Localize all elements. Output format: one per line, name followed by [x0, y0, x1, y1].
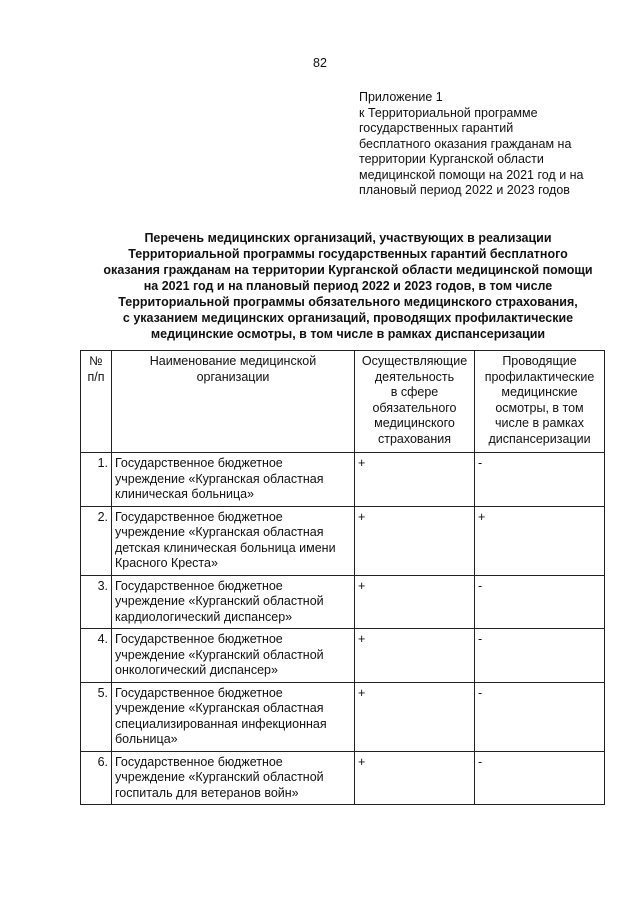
name-line: Государственное бюджетное: [115, 685, 283, 700]
header-text: обязательного: [372, 400, 457, 415]
header-oms: [355, 351, 475, 453]
name-line: детская клиническая больница имени: [115, 540, 336, 555]
appendix-line: медицинской помощи на 2021 год и на: [359, 167, 584, 182]
name-line: госпиталь для ветеранов войн»: [115, 785, 299, 800]
checkups-mark: -: [475, 453, 605, 507]
header-text: п/п: [87, 369, 105, 384]
header-text: организации: [196, 369, 270, 384]
name-line: больница»: [115, 732, 178, 746]
oms-mark: +: [355, 453, 475, 507]
table-row: [81, 453, 605, 507]
oms-mark: +: [355, 506, 475, 575]
appendix-line: государственных гарантий: [359, 121, 514, 135]
title-line: с указанием медицинских организаций, проводящих профилактические: [122, 311, 574, 325]
row-number: 4.: [81, 629, 112, 683]
table-row: [81, 682, 605, 751]
name-line: онкологический диспансер»: [115, 663, 278, 677]
checkups-mark: -: [475, 575, 605, 629]
oms-mark: +: [355, 629, 475, 683]
checkups-mark: -: [475, 682, 605, 751]
title-line: Перечень медицинских организаций, участвующих в реализации: [144, 231, 552, 245]
name-line: учреждение «Курганская областная: [115, 471, 324, 486]
checkups-mark: +: [475, 506, 605, 575]
organizations-table: [80, 350, 605, 805]
row-number: 3.: [81, 575, 112, 629]
header-number: [81, 351, 112, 453]
checkups-mark: -: [475, 629, 605, 683]
table-row: [81, 575, 605, 629]
oms-mark: +: [355, 751, 475, 805]
header-text: №: [89, 354, 103, 368]
header-text: в сфере: [390, 385, 439, 399]
header-text: Осуществляющие: [361, 354, 468, 368]
table-header-row: [81, 351, 605, 453]
header-text: Проводящие: [502, 354, 577, 368]
organization-name: [112, 453, 355, 507]
organization-name: [112, 751, 355, 805]
header-text: медицинского: [374, 416, 455, 430]
table-row: [81, 629, 605, 683]
name-line: кардиологический диспансер»: [115, 609, 293, 624]
name-line: учреждение «Курганская областная: [115, 525, 324, 539]
header-text: страхования: [377, 431, 452, 446]
header-text: Наименование медицинской: [149, 354, 317, 368]
page-number: 82: [313, 56, 327, 70]
name-line: Красного Креста»: [115, 556, 218, 570]
table-row: [81, 506, 605, 575]
title-line: Территориальной программы обязательного медицинского страхования,: [118, 295, 578, 309]
name-line: Государственное бюджетное: [115, 754, 283, 769]
header-text: осмотры, в том: [495, 400, 584, 415]
header-text: числе в рамках: [494, 416, 585, 430]
document-title: [88, 230, 608, 342]
organization-name: [112, 629, 355, 683]
name-line: учреждение «Курганский областной: [115, 594, 324, 608]
header-name: [112, 351, 355, 453]
row-number: 5.: [81, 682, 112, 751]
name-line: специализированная инфекционная: [115, 716, 327, 731]
name-line: Государственное бюджетное: [115, 578, 283, 593]
title-line: на 2021 год и на плановый период 2022 и 2023 годов, в том числе: [143, 279, 553, 293]
name-line: учреждение «Курганский областной: [115, 770, 324, 784]
name-line: клиническая больница»: [115, 487, 255, 501]
table-row: [81, 751, 605, 805]
appendix-line: бесплатного оказания гражданам на: [359, 136, 572, 151]
oms-mark: +: [355, 575, 475, 629]
appendix-note: [359, 90, 619, 199]
title-line: медицинские осмотры, в том числе в рамках диспансеризации: [150, 327, 546, 341]
row-number: 6.: [81, 751, 112, 805]
row-number: 2.: [81, 506, 112, 575]
name-line: Государственное бюджетное: [115, 456, 283, 470]
appendix-line: территории Курганской области: [359, 152, 544, 166]
header-text: деятельность: [374, 369, 455, 384]
header-text: профилактические: [484, 369, 595, 384]
checkups-mark: -: [475, 751, 605, 805]
header-text: диспансеризации: [488, 431, 591, 446]
appendix-line: плановый период 2022 и 2023 годов: [359, 183, 570, 197]
title-line: оказания гражданам на территории Курганской области медицинской помощи: [103, 263, 593, 277]
row-number: 1.: [81, 453, 112, 507]
organization-name: [112, 575, 355, 629]
title-line: Территориальной программы государственных гарантий бесплатного: [128, 247, 568, 261]
name-line: учреждение «Курганский областной: [115, 647, 324, 662]
appendix-line: Приложение 1: [359, 90, 443, 104]
appendix-line: к Территориальной программе: [359, 105, 538, 120]
header-text: медицинские: [501, 385, 578, 399]
oms-mark: +: [355, 682, 475, 751]
header-checkups: [475, 351, 605, 453]
organization-name: [112, 506, 355, 575]
name-line: учреждение «Курганская областная: [115, 701, 324, 715]
name-line: Государственное бюджетное: [115, 632, 283, 646]
name-line: Государственное бюджетное: [115, 509, 283, 524]
organization-name: [112, 682, 355, 751]
